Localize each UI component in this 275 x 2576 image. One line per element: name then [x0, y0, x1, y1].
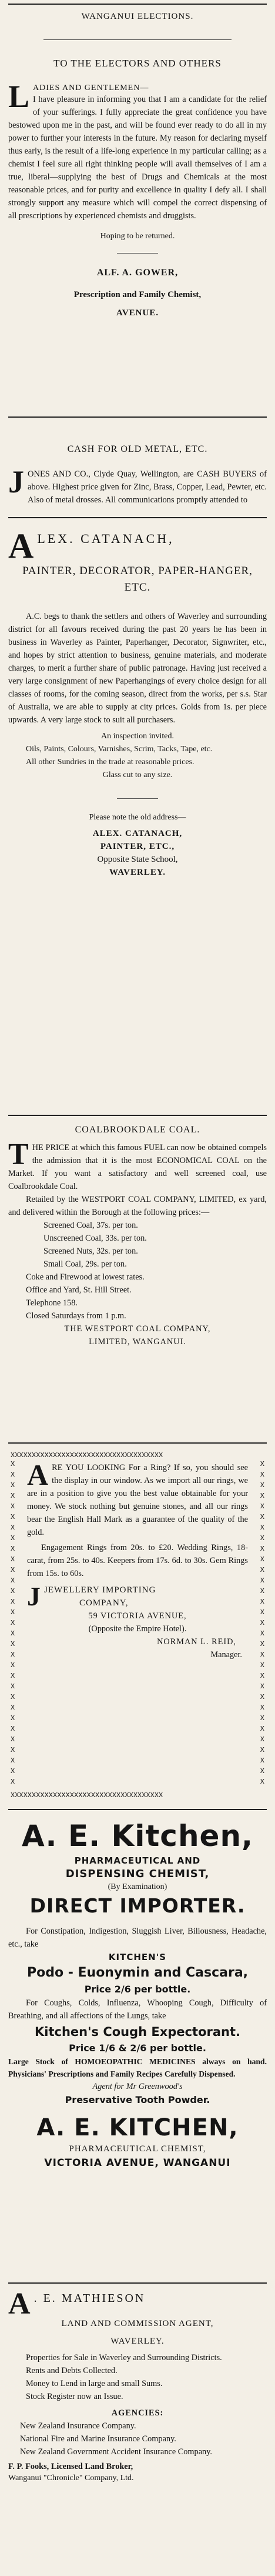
mathieson-place: WAVERLEY.	[110, 2337, 165, 2346]
kitchen-subtitle-1: PHARMACEUTICAL AND	[74, 1855, 201, 1866]
jewellery-body-text: RE YOU LOOKING For a Ring? If so, you should see the display in our window. As we import all our rings, we are in a position to give you the best value obtainable for your money. We stock nothing but genuine stones, and all our rings bear the English Hall Mark as a guarantee of the quality of the gold.	[27, 1463, 248, 1537]
firm-landmark: (Opposite the Empire Hotel).	[88, 1624, 187, 1634]
office-line: Office and Yard, St. Hill Street.	[26, 1285, 132, 1295]
mathieson-line-3: Money to Lend in large and small Sums.	[26, 2379, 163, 2388]
agent-line: Agent for Mr Greenwood's	[92, 2082, 183, 2091]
kitchen-advertisement	[8, 1818, 267, 2271]
drop-cap: L	[8, 79, 30, 114]
metal-intro: ONES AND CO., Clyde Quay, Wellington, are CASH BUYERS of above. Highest price given for Zinc, Brass, Copper, Lead, Pewter, etc. Also of metal drosses. All communications promptly attended to	[28, 469, 267, 505]
section-rule	[8, 1809, 267, 1810]
divider	[117, 798, 158, 799]
mathieson-line-2: Rents and Debts Collected.	[26, 2366, 118, 2375]
agency-1: New Zealand Insurance Company.	[20, 2421, 136, 2431]
electors-subheading: TO THE ELECTORS AND OTHERS	[53, 58, 222, 69]
ailments-text: For Constipation, Indigestion, Sluggish Liver, Biliousness, Headache, etc., take	[8, 1927, 267, 1949]
salutation: ADIES AND GENTLEMEN—	[33, 84, 149, 92]
mathieson-line-1: Properties for Sale in Waverley and Surrounding Districts.	[26, 2353, 222, 2362]
ailments-text-2: For Coughs, Colds, Influenza, Whooping Cough, Difficulty of Breathing, and all affections of the Lungs, take	[8, 1998, 267, 2021]
signature-trade: PAINTER, ETC.,	[100, 842, 175, 851]
drop-cap: J	[27, 1581, 41, 1611]
product-podo: Podo - Euonymin and Cascara,	[26, 1965, 249, 1980]
homeopathic-text: Large Stock of HOMOEOPATHIC MEDICINES always on hand. Physicians' Prescriptions and Family Recipes Carefully Dispensed.	[8, 2057, 267, 2078]
gower-street: AVENUE.	[116, 308, 159, 318]
closing-line: Hoping to be returned.	[100, 232, 175, 241]
firm-address: 59 VICTORIA AVENUE,	[88, 1611, 187, 1621]
mathieson-line-4: Stock Register now an Issue.	[26, 2392, 123, 2401]
drop-cap: A	[8, 2287, 31, 2321]
direct-importer: DIRECT IMPORTER.	[29, 1894, 246, 1917]
price-cough: Price 1/6 & 2/6 per bottle.	[69, 2042, 206, 2054]
price-nuts: Screened Nuts, 32s. per ton.	[43, 1247, 138, 1256]
section-rule	[8, 517, 267, 518]
divider	[43, 39, 232, 40]
border-top: XXXXXXXXXXXXXXXXXXXXXXXXXXXXXXXXXXXX	[11, 1451, 163, 1459]
firm-company: COMPANY,	[79, 1598, 129, 1608]
firm-name: JEWELLERY IMPORTING	[44, 1585, 156, 1595]
sundries-line: All other Sundries in the trade at reasonable prices.	[26, 758, 194, 767]
drop-cap: T	[8, 1138, 29, 1171]
signature-town: WAVERLEY.	[109, 868, 166, 877]
agency-3: New Zealand Government Accident Insurance Company.	[20, 2447, 212, 2457]
agencies-heading: AGENCIES:	[111, 2408, 164, 2418]
catanach-advertisement	[8, 444, 267, 1091]
catanach-body-text: A.C. begs to thank the settlers and others of Waverley and surrounding district for all favours received during the past 20 years he has been in business in Waverley as Painter, Paperhanger, Decorator, Signwriter, etc., and hopes by strict attention to business, genuine materials, and moderate charges, to merit a further share of public patronage. Having just received a very large consignment of new Paperhangings of every choice design for all classes of rooms, for the coming season, direct from the works, per s.s. Star of Australia, we are able to supply at city prices. Golds from 1s. per piece upwards. A very large stock to suit all purchasers.	[8, 612, 267, 725]
gower-body-text: I have pleasure in informing you that I am a candidate for the relief of your sufferings. I fully appreciate the great confidence you have bestowed upon me in the past, and will be found ever ready to do all in my power to further your interests in the future. My reason for declaring myself thus early, is the result of a life-long experience in my particular calling; as a chemist I feel sure all right thinking people will avail themselves of I am a true, liberal—supplying the best of Drugs and Chemicals at the most reasonable prices, and for purity and excellence in quality I defy all. I shall strongly support any measure which will compel the correct dispensing of all prescriptions by experienced chemists and druggists.	[8, 95, 267, 221]
manager-name: NORMAN L. REID,	[157, 1637, 236, 1647]
gower-name: ALF. A. GOWER,	[96, 268, 179, 278]
price-screened: Screened Coal, 37s. per ton.	[43, 1221, 138, 1230]
section-rule	[8, 1442, 267, 1444]
border-left: X X X X X X X X X X X X X X X X X X X X X X X X X X X X X X X	[11, 1460, 15, 1786]
drop-cap: A	[8, 526, 34, 565]
election-heading: WANGANUI ELECTIONS.	[81, 12, 194, 21]
inspection-line: An inspection invited.	[100, 732, 175, 741]
imprint-line: Wanganui "Chronicle" Company, Ltd.	[8, 2474, 134, 2482]
goods-line: Oils, Paints, Colours, Varnishes, Scrim, Tacks, Tape, etc.	[26, 745, 213, 754]
company-line-2: LIMITED, WANGANUI.	[89, 1337, 186, 1347]
price-unscreened: Unscreened Coal, 33s. per ton.	[43, 1234, 147, 1243]
ring-prices: Engagement Rings from 20s. to £20. Wedding Rings, 18-carat, from 25s. to 40s. Keepers from 17s. 6d. to 30s. Gem Rings from 15s. to 60s.	[27, 1543, 248, 1578]
kitchen-address: VICTORIA AVENUE, WANGANUI	[44, 2157, 231, 2169]
kitchen-name-footer: A. E. KITCHEN,	[36, 2114, 239, 2141]
catanach-trades: PAINTER, DECORATOR, PAPER-HANGER, ETC.	[22, 565, 253, 594]
glass-line: Glass cut to any size.	[102, 771, 173, 779]
tooth-powder: Preservative Tooth Powder.	[65, 2094, 210, 2105]
manager-title: Manager.	[210, 1650, 242, 1659]
kitchen-name: A. E. Kitchen,	[21, 1819, 254, 1853]
border-right: X X X X X X X X X X X X X X X X X X X X X X X X X X X X X X X	[260, 1460, 264, 1786]
mathieson-advertisement	[8, 2287, 267, 2572]
signature-name: ALEX. CATANACH,	[92, 829, 183, 838]
section-rule	[8, 1115, 267, 1116]
note-line: Please note the old address—	[89, 813, 186, 822]
catanach-name: LEX. CATANACH,	[37, 531, 175, 546]
agency-2: National Fire and Marine Insurance Company.	[20, 2434, 176, 2444]
price-small: Small Coal, 29s. per ton.	[43, 1259, 127, 1269]
closed-line: Closed Saturdays from 1 p.m.	[26, 1311, 126, 1321]
drop-cap: A	[27, 1458, 49, 1491]
mathieson-title: LAND AND COMMISSION AGENT,	[61, 2319, 214, 2328]
brand-label: KITCHEN'S	[108, 1952, 167, 1962]
section-rule	[8, 2282, 267, 2284]
drop-cap: J	[8, 464, 24, 499]
gower-title: Prescription and Family Chemist,	[73, 290, 202, 299]
metal-heading: CASH FOR OLD METAL, ETC.	[67, 444, 208, 454]
gower-advertisement	[8, 12, 267, 406]
company-line-1: THE WESTPORT COAL COMPANY,	[64, 1324, 211, 1334]
signature-location: Opposite State School,	[97, 855, 178, 864]
coal-heading: COALBROOKDALE COAL.	[75, 1125, 200, 1135]
jewellery-advertisement	[11, 1452, 264, 1799]
coal-advertisement	[8, 1125, 267, 1431]
price-podo: Price 2/6 per bottle.	[84, 1984, 191, 1995]
telephone-line: Telephone 158.	[26, 1298, 78, 1308]
top-rule	[8, 4, 267, 5]
border-bottom: XXXXXXXXXXXXXXXXXXXXXXXXXXXXXXXXXXXX	[11, 1791, 163, 1799]
kitchen-subtitle-3: (By Examination)	[108, 1882, 167, 1891]
section-rule	[8, 416, 267, 418]
coal-body-text: HE PRICE at which this famous FUEL can now be obtained compels the admission that it is the most ECONOMICAL COAL on the Market. If you want a satisfactory and well screened coal, use Coalbrookdale Coal.	[8, 1143, 267, 1191]
coke-line: Coke and Firewood at lowest rates.	[26, 1272, 145, 1282]
divider	[117, 253, 158, 254]
broker-footer: F. P. Fooks, Licensed Land Broker,	[8, 2462, 133, 2471]
kitchen-title-footer: PHARMACEUTICAL CHEMIST,	[69, 2144, 206, 2154]
mathieson-name: . E. MATHIESON	[33, 2292, 146, 2305]
product-cough: Kitchen's Cough Expectorant.	[35, 2025, 240, 2039]
kitchen-subtitle-2: DISPENSING CHEMIST,	[65, 1868, 210, 1880]
retail-line: Retailed by the WESTPORT COAL COMPANY, LIMITED, ex yard, and delivered within the Borough at the following prices:—	[8, 1195, 267, 1217]
